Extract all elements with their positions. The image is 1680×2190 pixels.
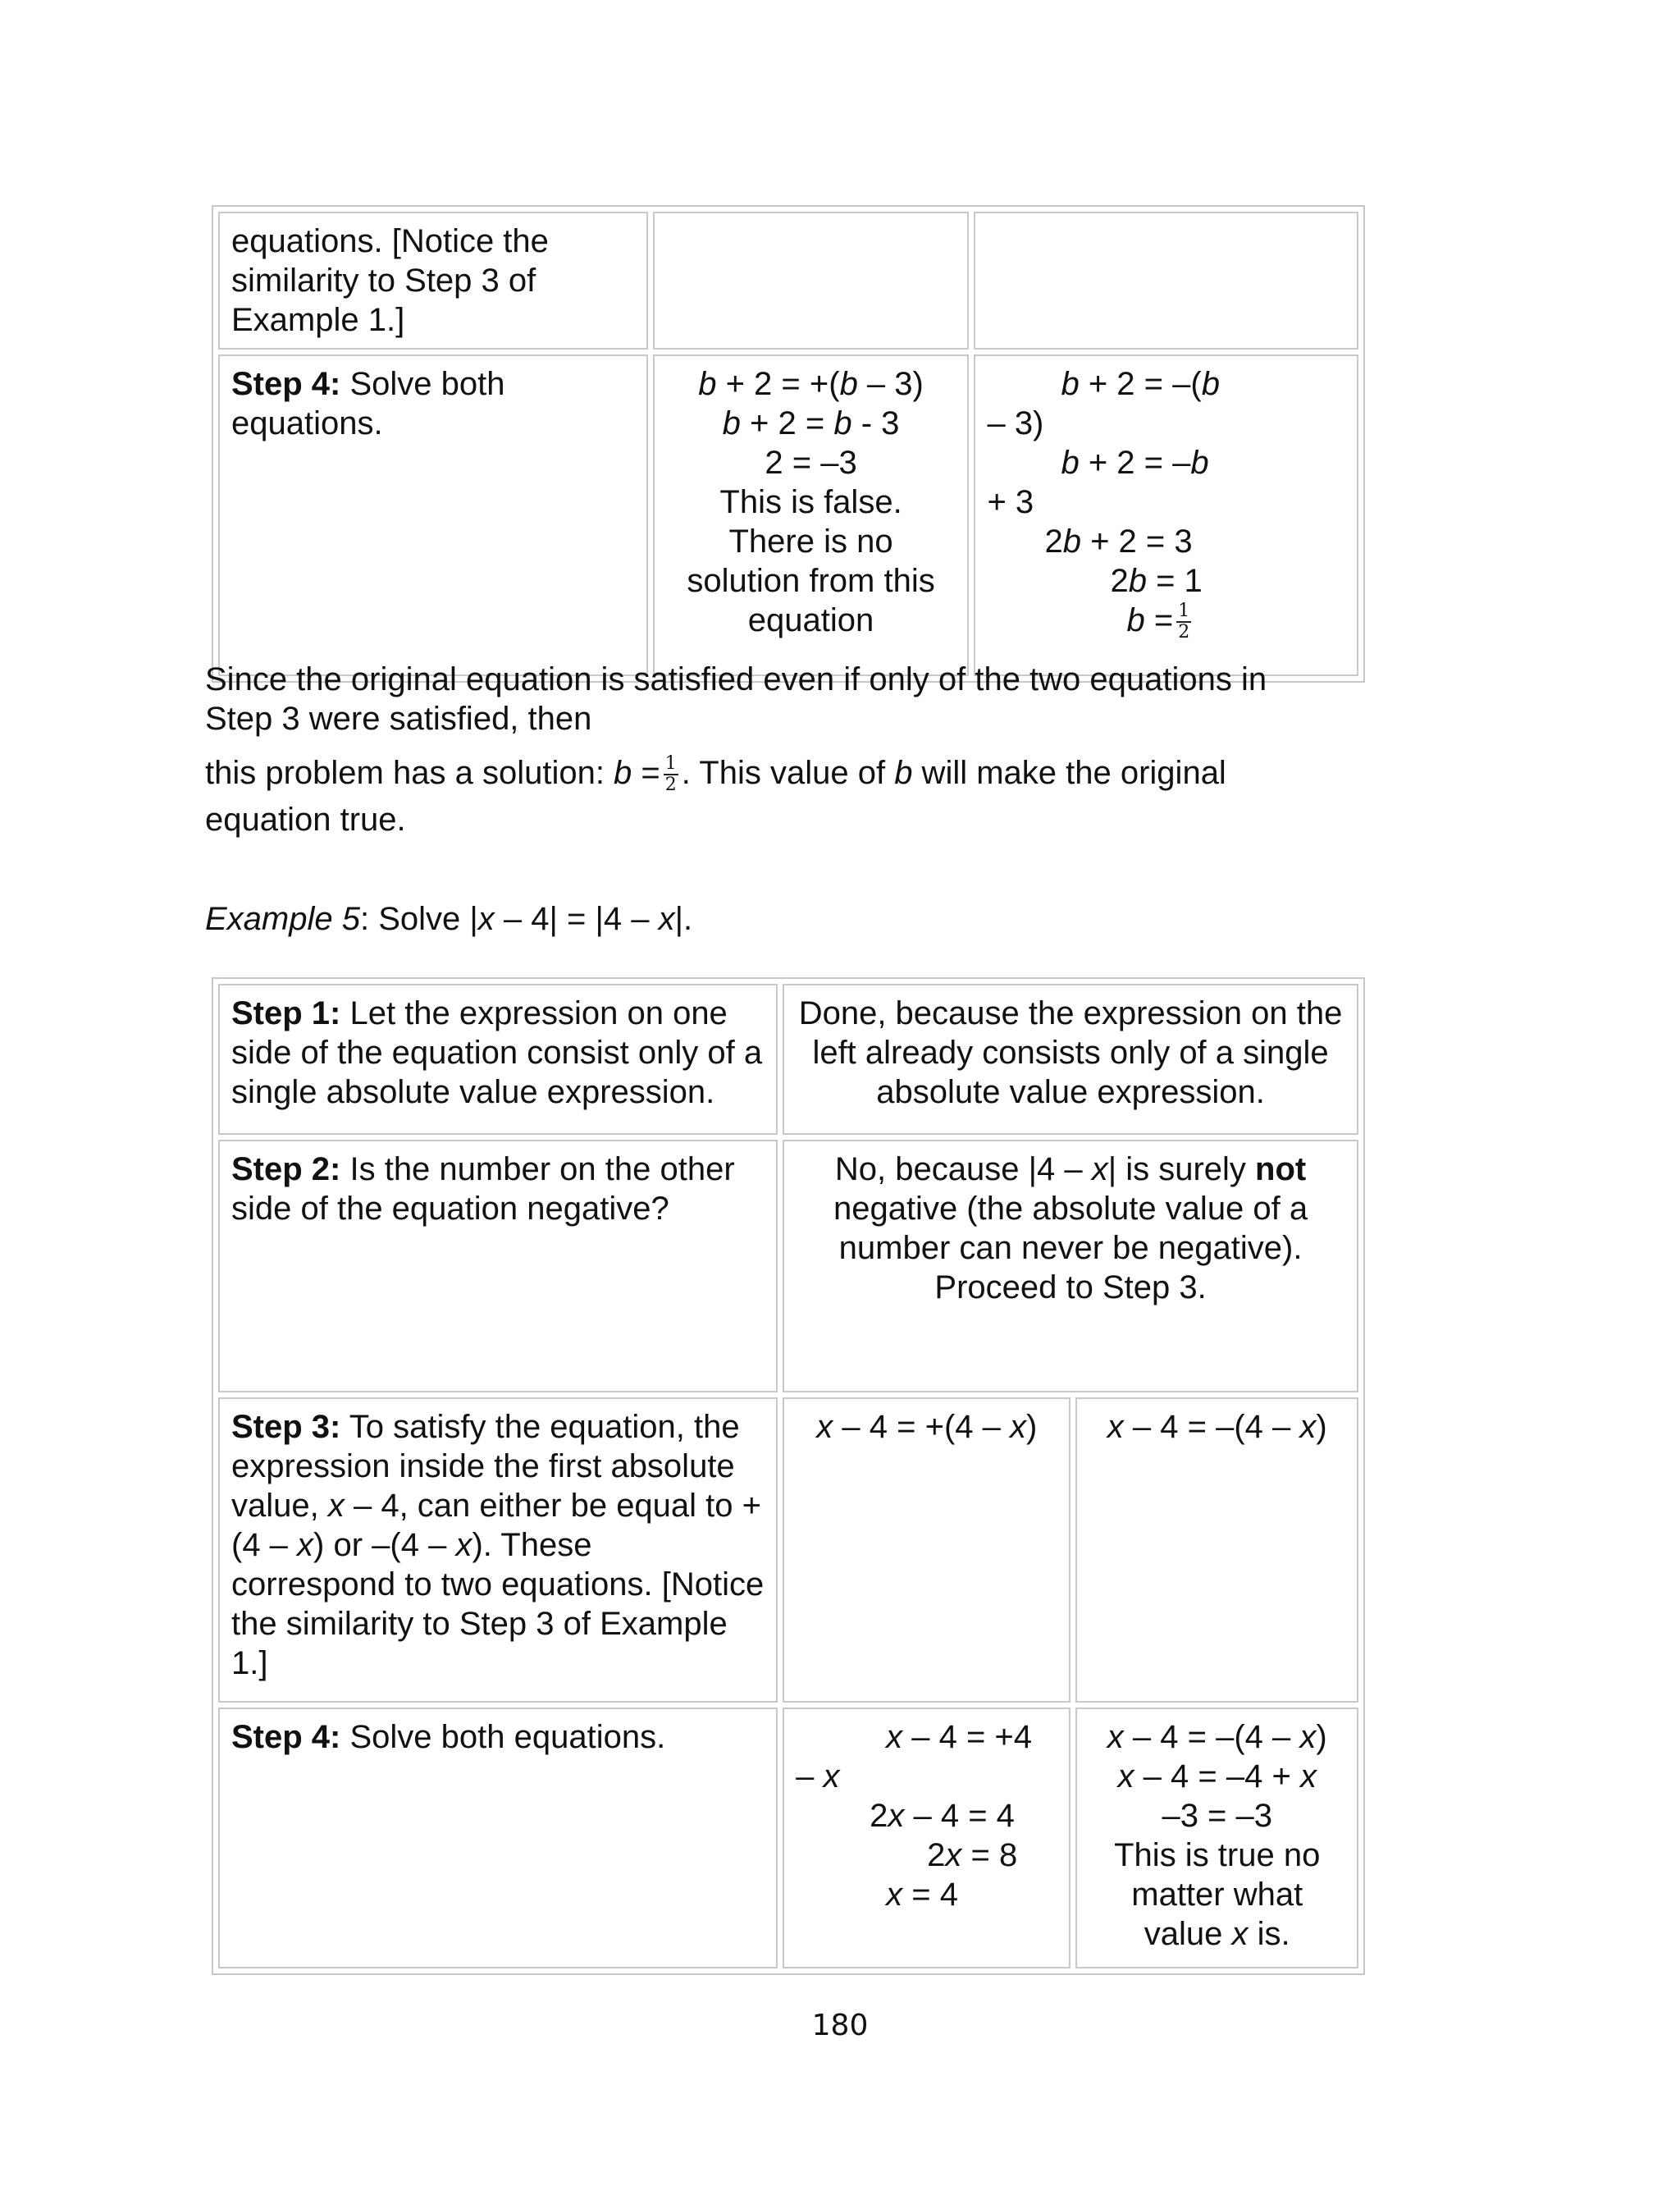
fraction: $\frac{1}{2}$ [664,753,677,796]
note-line: value x is. [1144,1916,1290,1952]
equation-line: x – 4 = +(4 – x) [816,1409,1038,1445]
equation-line: x – 4 = –4 + x [1117,1758,1317,1795]
note-line: This is true no [1114,1837,1321,1873]
table-row [218,984,1358,1135]
paragraph-line: this problem has a solution: b = $\frac{1}{2}$ . This value of b will make the original [205,753,1226,796]
solution-sentence [205,753,1226,839]
conclusion-paragraph [205,660,1267,738]
equation-line: + 3 [987,484,1034,520]
step-answer: Done, because the expression on the left already consists only of a single absolute value expression. [798,995,1343,1110]
equation-line: b = $\frac{1}{2}$ [1126,601,1190,643]
page-number: 180 [811,2009,869,2042]
positive-case-equation-cell [783,1397,1071,1703]
step-label: Step 3: [231,1409,341,1445]
step-description: To satisfy the equation, the expression inside the first absolute value, x – 4, can either be equal to +(4 – x) or –(4 – x). These correspond to two equations. [Notice the similarity to Step 3 of Example 1.] [231,1409,765,1681]
equation-line: –3 = –3 [1162,1798,1273,1834]
paragraph-line: Since the original equation is satisfied even if only of the two equations in [205,661,1267,697]
step-label: Step 2: [231,1151,341,1187]
step4-label-cell [218,354,648,676]
step-label: Step 1: [231,995,341,1031]
negative-case-equation-cell [1075,1397,1358,1703]
table-row [218,1708,1358,1968]
example-label: Example 5 [205,901,360,937]
table-row [218,1140,1358,1392]
step-description: Let the expression on one side of the equation consist only of a single absolute value expression. [231,995,763,1110]
step-description: Solve both equations. [231,366,505,441]
equation-line: x – 4 = –(4 – x) [1107,1409,1327,1445]
table-row [218,212,1358,350]
step2-label-cell [218,1140,778,1392]
step-description: Solve both equations. [340,1719,666,1755]
equation-line: – 3) [987,405,1044,441]
step3-label-cell [218,1397,778,1703]
steps-table-example-5 [212,977,1365,1975]
step-answer: No, because |4 – x| is surely not negative (the absolute value of a number can never be negative). Proceed to Step 3. [833,1151,1308,1305]
example-5-heading: Example 5: Solve |x – 4| = |4 – x|. [205,901,693,937]
note-line: There is no [728,523,893,560]
steps-table-example-4 [212,205,1365,683]
paragraph-line: equation true. [205,802,406,839]
equation-line: b + 2 = +(b – 3) [698,366,924,402]
step1-answer-cell [783,984,1358,1135]
empty-cell [653,212,970,350]
equation-line: b + 2 = –(b [1061,366,1220,402]
step3-continued-cell [218,212,648,350]
equation-line: – x [796,1758,840,1795]
equation-line: x – 4 = –(4 – x) [1107,1719,1327,1755]
step2-answer-cell [783,1140,1358,1392]
step3-continued-text: equations. [Notice the similarity to Step 3 of Example 1.] [231,223,549,338]
equation-line: 2b + 2 = 3 [1044,523,1193,560]
step-label: Step 4: [231,1719,341,1755]
equation-line: x – 4 = +4 [886,1719,1033,1755]
negative-case-solution-cell [1075,1708,1358,1968]
equation-line: 2 = –3 [765,445,857,481]
note-line: solution from this [687,563,935,599]
step-label: Step 4: [231,366,341,402]
equation-line: b + 2 = b - 3 [722,405,900,441]
equation-line: 2x = 8 [927,1837,1018,1873]
paragraph-line: Step 3 were satisfied, then [205,701,592,737]
equation-line: b + 2 = –b [1061,445,1209,481]
fraction: $\frac{1}{2}$ [1178,601,1190,643]
step4-label-cell [218,1708,778,1968]
step-description: Is the number on the other side of the equation negative? [231,1151,735,1227]
equation-line: 2b = 1 [1110,563,1203,599]
equation-line: 2x – 4 = 4 [870,1798,1015,1834]
note-line: matter what [1131,1877,1303,1913]
table-row [218,354,1358,676]
equation-line: x = 4 [886,1877,958,1913]
table-row [218,1397,1358,1703]
positive-case-solution-cell [783,1708,1071,1968]
step1-label-cell [218,984,778,1135]
negative-case-solution-cell [974,354,1358,676]
positive-case-solution-cell [653,354,970,676]
note-line: equation [747,602,874,638]
note-line: This is false. [719,484,902,520]
empty-cell [974,212,1358,350]
